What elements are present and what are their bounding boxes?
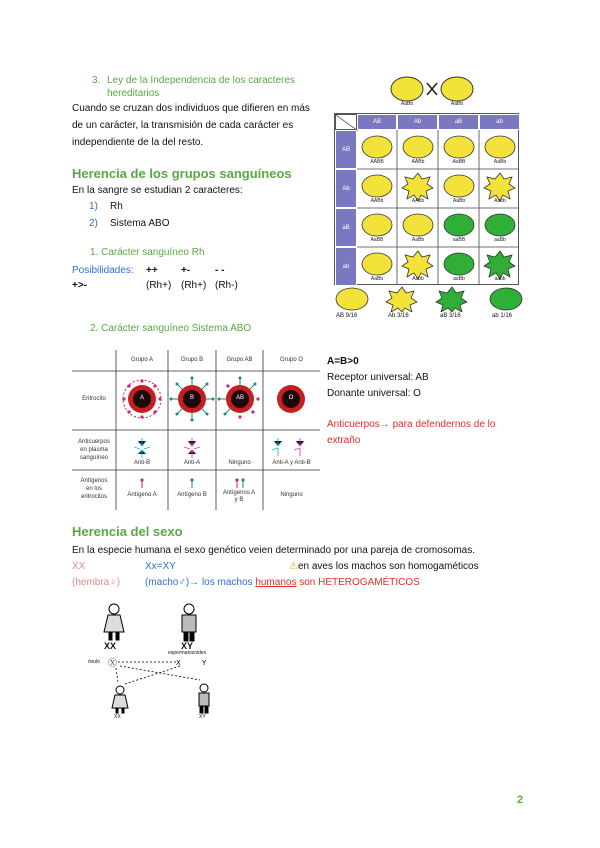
row-label-anticuerpos: Anticuerpos en plasma sanguíneo: [78, 439, 110, 461]
row-header: ab: [335, 247, 357, 286]
anticuerpo-label: Anti-A: [183, 460, 201, 466]
cell-label: AaBb: [452, 198, 466, 204]
list-label-1: Rh: [110, 201, 123, 212]
cell-label: AAbb: [411, 198, 425, 204]
anticuerpos-note-line1: Anticuerpos→ para defendernos de lo: [327, 419, 496, 430]
ley-number: 3.: [92, 75, 101, 86]
antigeno-label: Antígenos A y B: [222, 490, 256, 503]
female-genotype: XX: [72, 561, 86, 572]
cell-label: aaBB: [452, 237, 466, 243]
receptor-universal: Receptor universal: AB: [327, 372, 429, 383]
parent-pea-2: [441, 77, 473, 101]
antigeno-label: Antígeno B: [177, 492, 207, 498]
geno-1: ++: [146, 265, 158, 276]
row-header: aB: [335, 208, 357, 247]
list-num-2: 2): [89, 218, 98, 229]
legend-label: aB 3/16: [440, 313, 461, 319]
cell-label: AABb: [370, 198, 384, 204]
punnett-legend-peas: [334, 286, 529, 312]
pheno-2: (Rh+): [181, 280, 207, 291]
pea-round-yellow: [444, 175, 474, 197]
grupos-title: Herencia de los grupos sanguíneos: [72, 166, 292, 181]
rh-heading: 1. Carácter sanguíneo Rh: [90, 247, 205, 258]
ley-text-line1: Cuando se cruzan dos individuos que difieren en más: [72, 103, 310, 114]
blood-col-header: Grupo AB: [226, 357, 253, 363]
antigen-a-b-icon: [235, 478, 244, 488]
mother-figure-icon: [104, 604, 124, 640]
legend-pea-green-wrinkled: [436, 287, 467, 312]
legend-label: Ab 3/16: [388, 313, 409, 319]
rbc-letter-a: A: [139, 395, 144, 401]
pea-round-yellow: [444, 136, 474, 158]
male-label: (macho♂)→ los machos humanos son HETEROGAMÉTICOS: [145, 577, 420, 588]
cell-label: AaBB: [452, 159, 466, 165]
pea-round-green: [444, 214, 474, 236]
parent-label-1: AaBb: [400, 101, 414, 107]
row-label-eritrocito: Eritrocito: [82, 396, 106, 402]
cell-label: AaBb: [493, 159, 507, 165]
row-header: Ab: [335, 169, 357, 208]
son-figure-icon: [199, 684, 209, 713]
page-number: 2: [517, 794, 524, 806]
pea-round-green: [485, 214, 515, 236]
abo-rule: A=B>0: [327, 356, 359, 367]
cell-label: Aabb: [494, 198, 506, 204]
grupos-intro: En la sangre se estudian 2 caracteres:: [72, 185, 243, 196]
antigen-b-icon: [190, 478, 193, 488]
list-num-1: 1): [89, 201, 98, 212]
male-genotype: Xx=XY: [145, 561, 176, 572]
legend-label: AB 9/16: [336, 313, 358, 319]
row-label-antigenos: Antígenos en los eritrocitos: [80, 478, 108, 500]
cell-label: aabb: [494, 276, 506, 282]
blood-col-header: Grupo O: [279, 357, 303, 363]
ovulo-label: óvulo: [88, 659, 100, 665]
cell-label: AaBb: [411, 237, 425, 243]
anticuerpo-label: Anti-B: [133, 460, 151, 466]
pea-wrinkled-green: [484, 251, 515, 279]
col-header: ab: [479, 114, 520, 130]
anticuerpo-label: Ninguno: [228, 460, 251, 466]
daughter-label: XX: [114, 714, 121, 720]
antigeno-label: Antígeno A: [127, 492, 157, 498]
blood-col-header: Grupo A: [130, 357, 153, 363]
mother-karyotype: XX: [104, 641, 117, 651]
pea-round-yellow: [362, 175, 392, 197]
rbc-letter-o: O: [288, 395, 294, 401]
parent-pea-1: [391, 77, 423, 101]
legend-pea-yellow-round: [336, 288, 368, 310]
blood-group-table: [72, 350, 320, 510]
antigeno-label: Ninguno: [280, 492, 303, 498]
cell-label: AaBB: [370, 237, 384, 243]
rh-dominance: +>-: [72, 280, 88, 291]
pea-wrinkled-yellow: [402, 251, 433, 279]
blood-col-header: Grupo B: [180, 357, 204, 363]
pea-wrinkled-yellow: [484, 173, 515, 201]
cell-label: Aabb: [412, 276, 424, 282]
list-label-2: Sistema ABO: [110, 218, 170, 229]
warning-icon: ⚠: [289, 561, 298, 572]
sperm-label: espermatozoides: [168, 650, 207, 656]
cell-label: AABB: [370, 159, 384, 165]
legend-pea-green-round: [490, 288, 522, 310]
daughter-figure-icon: [112, 686, 128, 713]
anticuerpo-label: Anti-A y Anti-B: [272, 460, 311, 466]
rbc-letter-ab: AB: [235, 395, 244, 401]
cell-label: AABb: [411, 159, 425, 165]
sexo-text: En la especie humana el sexo genético veien determinado por una pareja de cromosomas.: [72, 545, 476, 556]
sperm-x-icon: X: [176, 659, 181, 667]
father-karyotype: XY: [181, 641, 194, 651]
punnett-square: [334, 113, 519, 285]
cell-label: aaBb: [453, 276, 465, 282]
pea-round-yellow: [403, 136, 433, 158]
anticuerpos-note-line2: extraño: [327, 435, 361, 446]
pea-round-yellow: [485, 136, 515, 158]
pea-round-yellow: [403, 214, 433, 236]
pheno-1: (Rh+): [146, 280, 172, 291]
geno-3: - -: [215, 265, 225, 276]
pea-round-yellow: [362, 253, 392, 275]
geno-2: +-: [181, 265, 191, 276]
parent-label-2: AaBb: [450, 101, 464, 107]
col-header: Ab: [397, 114, 438, 130]
col-header: AB: [357, 114, 397, 130]
antibody-anti-b-icon: [134, 438, 150, 458]
pea-round-yellow: [362, 214, 392, 236]
legend-pea-yellow-wrinkled: [386, 287, 417, 312]
ley-text-line3: independiente de la del resto.: [72, 137, 204, 148]
row-header: AB: [335, 130, 357, 169]
ley-text-line2: de un carácter, la transmisión de cada carácter es: [72, 120, 294, 131]
antigen-a-icon: [140, 478, 143, 488]
rbc-letter-b: B: [189, 395, 194, 401]
father-figure-icon: [182, 604, 196, 641]
antibody-anti-a-icon: [184, 438, 200, 458]
son-label: XY: [199, 714, 206, 720]
sexo-title: Herencia del sexo: [72, 524, 183, 539]
antibody-anti-a-and-b-icon: [272, 438, 304, 456]
pea-round-green: [444, 253, 474, 275]
female-label: (hembra♀): [72, 577, 121, 588]
ovum-icon: Ⓧ: [108, 659, 118, 669]
sperm-y-icon: Y: [202, 659, 207, 667]
ley-title-line1: Ley de la Independencia de los caracteres: [107, 75, 295, 86]
pea-wrinkled-yellow: [402, 173, 433, 201]
abo-heading: 2. Carácter sanguíneo Sistema ABO: [90, 323, 252, 334]
sex-inheritance-diagram: [80, 600, 240, 720]
posibilidades-label: Posibilidades:: [72, 265, 134, 276]
cell-label: AaBb: [370, 276, 384, 282]
cell-label: aaBb: [494, 237, 506, 243]
legend-label: ab 1/16: [492, 313, 513, 319]
pheno-3: (Rh-): [215, 280, 238, 291]
col-header: aB: [438, 114, 479, 130]
aves-note: ⚠en aves los machos son homogaméticos: [289, 561, 479, 572]
ley-title-line2: hereditarios: [107, 88, 160, 99]
donante-universal: Donante universal: O: [327, 388, 421, 399]
pea-round-yellow: [362, 136, 392, 158]
